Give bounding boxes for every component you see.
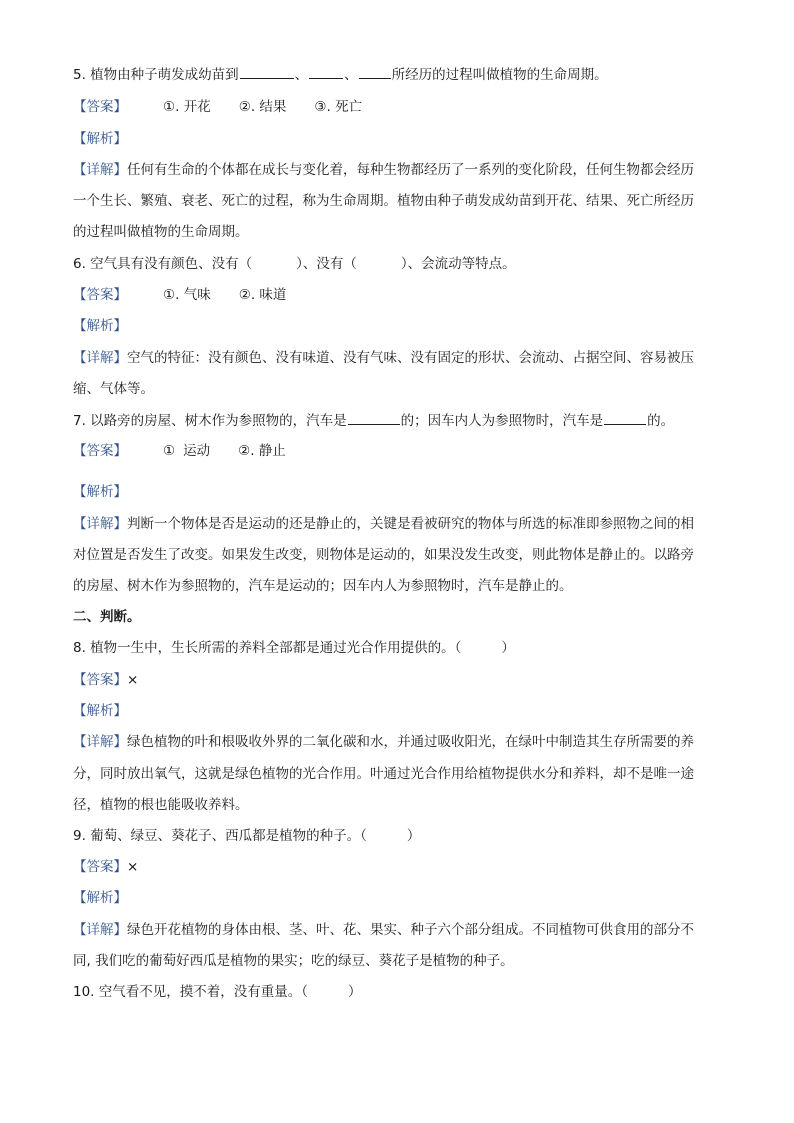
- q9-stem: [73, 826, 723, 846]
- q9-stem-text-2: ）: [406, 828, 421, 844]
- q6-detail-1: [73, 348, 723, 368]
- q8-stem: [73, 638, 723, 658]
- q8-answer-tag: 【答案】: [73, 672, 127, 688]
- q8-detail-2: 分，同时放出氧气，这就是绿色植物的光合作用。叶通过光合作用给植物提供水分和养料，却不是唯一途: [73, 766, 694, 782]
- q5-sep-2: 、: [344, 67, 358, 83]
- q10-stem-text-1: 10. 空气看不见，摸不着，没有重量。（: [73, 984, 309, 1000]
- q8-stem-text-1: 8. 植物一生中，生长所需的养料全部都是通过光合作用提供的。（: [73, 640, 462, 656]
- q6-answer-tag: 【答案】: [73, 287, 127, 303]
- q7-stem-text-2: 的；因车内人为参照物时，汽车是: [400, 413, 604, 429]
- q6-opt2: . 味道: [250, 287, 287, 303]
- q8-analysis-tag: 【解析】: [73, 703, 127, 719]
- q7-stem-text-1: 7. 以路旁的房屋、树木作为参照物的，汽车是: [73, 413, 347, 429]
- q7-opt2: . 静止: [250, 443, 286, 459]
- q8-stem-text-2: ）: [501, 640, 515, 656]
- q5-blank-2: [309, 64, 343, 79]
- q7-opt2-num: ②: [238, 443, 251, 459]
- q9-detail-2: 同, 我们吃的葡萄好西瓜是植物的果实；吃的绿豆、葵花子是植物的种子。: [73, 953, 514, 969]
- q7-answer-tag: 【答案】: [73, 443, 127, 459]
- q9-stem-text-1: 9. 葡萄、绿豆、葵花子、西瓜都是植物的种子。（: [73, 828, 367, 844]
- q6-stem: [73, 254, 723, 274]
- q5-blank-3: [359, 64, 391, 79]
- q7-opt1: 运动: [183, 443, 211, 459]
- q6-detail-2: 缩、气体等。: [73, 381, 154, 397]
- q7-analysis-tag: 【解析】: [73, 484, 127, 500]
- q7-opt1-num: ①: [163, 443, 176, 459]
- q7-detail-text-1: 判断一个物体是否是运动的还是静止的，关键是看被研究的物体与所选的标准即参照物之间的相: [127, 516, 694, 532]
- q5-opt1-num: ①: [163, 99, 176, 115]
- q5-opt3-num: ③: [314, 99, 327, 115]
- q9-analysis-tag: 【解析】: [73, 890, 127, 906]
- q5-opt3: . 死亡: [326, 99, 363, 115]
- q7-detail-3: 的房屋、树木作为参照物的，汽车是运动的；因车内人为参照物时，汽车是静止的。: [73, 578, 573, 594]
- q7-detail-2: 对位置是否发生了改变。如果发生改变，则物体是运动的，如果没发生改变，则此物体是静止的。以路旁: [73, 547, 694, 563]
- q8-detail-1: [73, 732, 723, 752]
- q5-detail-3: 的过程叫做植物的生命周期。: [73, 224, 249, 240]
- q5-stem: [73, 64, 723, 85]
- q5-detail-2: 一个生长、繁殖、衰老、死亡的过程，称为生命周期。植物由种子萌发成幼苗到开花、结果、死亡所经历: [73, 193, 694, 209]
- q5-answer-tag: 【答案】: [73, 99, 127, 115]
- q8-answer: [73, 670, 723, 690]
- q5-answer: [73, 97, 723, 117]
- q9-answer-value: ×: [127, 859, 139, 875]
- q5-stem-text: 5. 植物由种子萌发成幼苗到: [73, 67, 239, 83]
- q6-detail-text-1: 空气的特征：没有颜色、没有味道、没有气味、没有固定的形状、会流动、占据空间、容易被压: [127, 350, 694, 366]
- q8-detail-text-1: 绿色植物的叶和根吸收外界的二氧化碳和水，并通过吸收阳光，在绿叶中制造其生存所需要的养: [127, 734, 694, 750]
- q6-analysis-tag: 【解析】: [73, 318, 127, 334]
- q9-answer: [73, 857, 723, 877]
- q10-stem: [73, 982, 723, 1002]
- q5-opt1: . 开花: [175, 99, 211, 115]
- q6-opt2-num: ②: [238, 287, 251, 303]
- q9-answer-tag: 【答案】: [73, 859, 127, 875]
- q10-stem-text-2: ）: [348, 984, 362, 1000]
- q9-detail-tag: 【详解】: [73, 922, 127, 938]
- q8-answer-value: ×: [127, 672, 139, 688]
- q5-analysis-tag: 【解析】: [73, 131, 127, 147]
- q5-sep-1: 、: [294, 67, 309, 83]
- q6-opt1-num: ①: [163, 287, 176, 303]
- section-title: 二、判断。: [73, 609, 141, 625]
- q5-opt2: . 结果: [250, 99, 287, 115]
- q7-answer: [73, 441, 723, 461]
- q7-blank-1: [348, 410, 400, 425]
- q5-detail-tag: 【详解】: [73, 162, 127, 178]
- q9-detail-text-1: 绿色开花植物的身体由根、茎、叶、花、果实、种子六个部分组成。不同植物可供食用的部分不: [127, 922, 694, 938]
- q5-blank-1: [240, 64, 294, 79]
- q6-answer: [73, 285, 723, 305]
- q7-stem-text-3: 的。: [647, 413, 675, 429]
- q5-opt2-num: ②: [238, 99, 251, 115]
- q7-stem: [73, 410, 723, 431]
- q7-detail-tag: 【详解】: [73, 516, 127, 532]
- q5-stem-text-2: 所经历的过程叫做植物的生命周期。: [391, 67, 608, 83]
- q9-detail-1: [73, 920, 723, 940]
- q8-detail-3: 径，植物的根也能吸收养料。: [73, 797, 249, 813]
- q5-detail-1: [73, 160, 723, 180]
- q6-opt1: . 气味: [175, 287, 211, 303]
- q6-stem-text-2: ）、没有（: [296, 256, 357, 272]
- q8-detail-tag: 【详解】: [73, 734, 127, 750]
- q5-detail-text-1: 任何有生命的个体都在成长与变化着，每种生物都经历了一系列的变化阶段，任何生物都会经历: [127, 162, 694, 178]
- q6-stem-text-3: ）、会流动等特点。: [400, 256, 516, 272]
- q6-stem-text-1: 6. 空气具有没有颜色、没有（: [73, 256, 253, 272]
- q7-detail-1: [73, 514, 723, 534]
- q7-blank-2: [604, 410, 646, 425]
- q6-detail-tag: 【详解】: [73, 350, 127, 366]
